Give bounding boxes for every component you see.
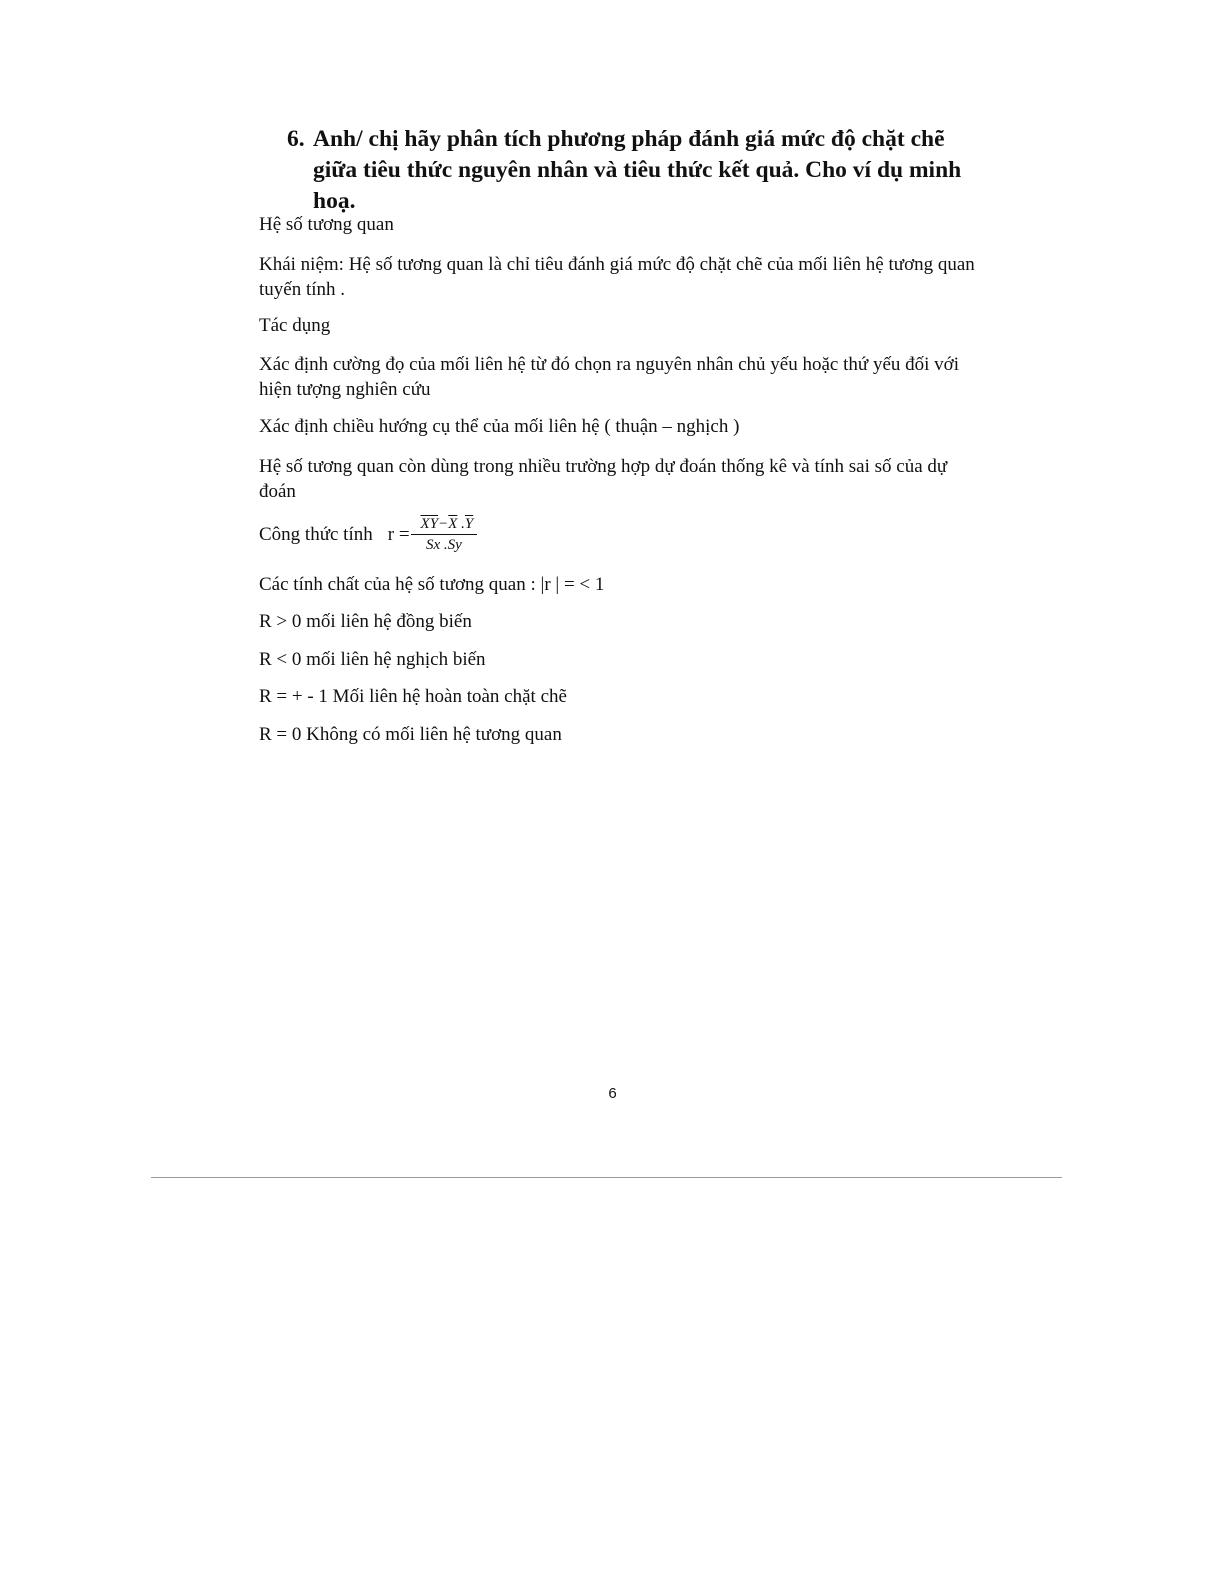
formula-label: Công thức tính	[259, 524, 373, 545]
formula-x-mean: $\overline{X}$	[448, 516, 458, 532]
formula-dot: .	[457, 516, 465, 532]
page-number: 6	[608, 1085, 617, 1102]
heading-number: 6.	[287, 126, 305, 152]
formula-y-mean: $\overline{Y}$	[464, 516, 474, 532]
paragraph-effect-3: Hệ số tương quan còn dùng trong nhiều trường hợp dự đoán thống kê và tính sai số của dự đoán	[259, 456, 948, 502]
formula-numerator	[411, 515, 478, 535]
formula-xy-mean: $\overline{XY}$	[420, 516, 439, 532]
paragraph-effect-2: Xác định chiều hướng cụ thể của mối liên hệ ( thuận – nghịch )	[259, 416, 740, 437]
formula-minus: −	[438, 516, 449, 532]
formula-fraction	[411, 515, 478, 555]
property-line-3: R < 0 mối liên hệ nghịch biến	[259, 649, 486, 670]
heading-text: Anh/ chị hãy phân tích phương pháp đánh giá mức độ chặt chẽ giữa tiêu thức nguyên nhân và tiêu thức kết quả. Cho ví dụ minh hoạ.	[313, 126, 962, 214]
formula-row	[259, 508, 477, 562]
formula-lhs: r =	[387, 524, 410, 545]
formula-denominator: Sx .Sy	[425, 537, 462, 553]
property-line-4: R = + - 1 Mối liên hệ hoàn toàn chặt chẽ	[259, 686, 567, 707]
page-divider	[151, 1177, 1062, 1178]
paragraph-effect-1: Xác định cường đọ của mối liên hệ từ đó chọn ra nguyên nhân chủ yếu hoặc thứ yếu đối với hiện tượng nghiên cứu	[259, 354, 959, 400]
property-line-1: Các tính chất của hệ số tương quan : |r | = < 1	[259, 574, 605, 595]
paragraph-concept: Khái niệm: Hệ số tương quan là chỉ tiêu đánh giá mức độ chặt chẽ của mối liên hệ tương quan tuyến tính .	[259, 254, 975, 300]
property-line-2: R > 0 mối liên hệ đồng biến	[259, 611, 472, 632]
property-line-5: R = 0 Không có mối liên hệ tương quan	[259, 724, 562, 745]
paragraph-effect-title: Tác dụng	[259, 315, 331, 336]
paragraph-title: Hệ số tương quan	[259, 214, 394, 235]
section-heading	[287, 124, 977, 217]
